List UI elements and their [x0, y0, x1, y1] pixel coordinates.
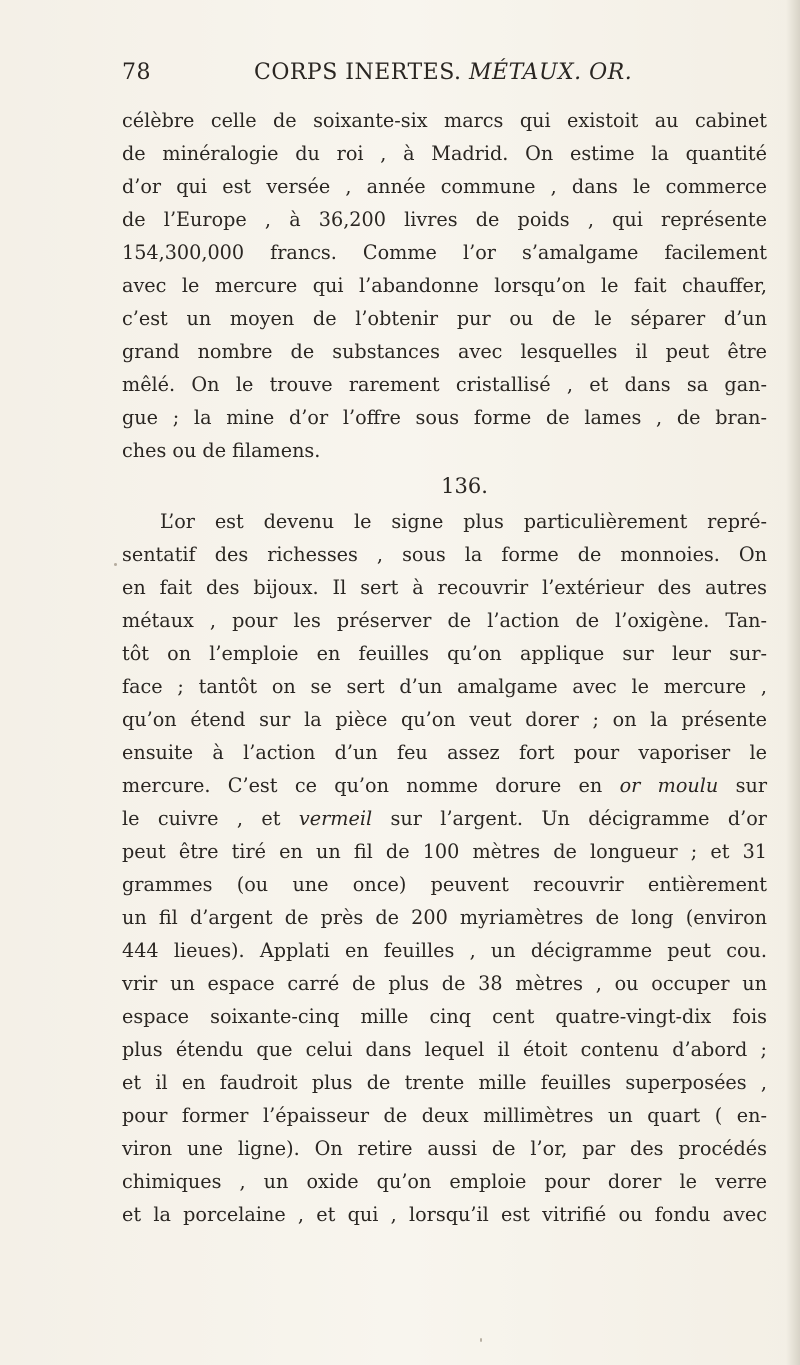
text-line: sentatif des richesses , sous la forme de monnoies. On: [122, 543, 767, 566]
text-line: chimiques , un oxide qu’on emploie pour dorer le verre: [122, 1170, 767, 1193]
text-line: 444 lieues). Applati en feuilles , un décigramme peut cou.: [122, 939, 767, 962]
text-line: et il en faudroit plus de trente mille feuilles superposées ,: [122, 1071, 767, 1094]
text-line: de l’Europe , à 36,200 livres de poids , qui représente: [122, 208, 767, 231]
text-line: célèbre celle de soixante-six marcs qui existoit au cabinet: [122, 109, 767, 132]
text-line: grammes (ou une once) peuvent recouvrir entièrement: [122, 873, 767, 896]
text-line: espace soixante-cinq mille cinq cent quatre-vingt-dix fois: [122, 1005, 767, 1028]
text-line: gue ; la mine d’or l’offre sous forme de lames , de bran-: [122, 406, 767, 429]
text-line: pour former l’épaisseur de deux millimètres un quart ( en-: [122, 1104, 767, 1127]
text-line: vrir un espace carré de plus de 38 mètres , ou occuper un: [122, 972, 767, 995]
text-fragment: sur: [718, 774, 767, 797]
text-line: mêlé. On le trouve rarement cristallisé , et dans sa gan-: [122, 373, 767, 396]
text-line: [122, 802, 767, 835]
text-line: c’est un moyen de l’obtenir pur ou de le séparer d’un: [122, 307, 767, 330]
text-line: métaux , pour les préserver de l’action de l’oxigène. Tan-: [122, 609, 767, 632]
text-fragment: mercure. C’est ce qu’on nomme dorure en: [122, 774, 620, 797]
page-number: 78: [122, 60, 151, 85]
text-line: L’or est devenu le signe plus particulièrement repré-: [160, 510, 767, 533]
running-head-main: CORPS INERTES.: [254, 60, 462, 85]
text-line: 154,300,000 francs. Comme l’or s’amalgame facilement: [122, 241, 767, 264]
page-header: [122, 58, 692, 98]
text-line: face ; tantôt on se sert d’un amalgame avec le mercure ,: [122, 675, 767, 698]
text-fragment: sur l’argent. Un décigramme d’or: [372, 807, 767, 830]
text-line: ensuite à l’action d’un feu assez fort pour vaporiser le: [122, 741, 767, 764]
text-line: viron une ligne). On retire aussi de l’or, par des procédés: [122, 1137, 767, 1160]
text-line: ches ou de filamens.: [122, 439, 321, 462]
text-line: grand nombre de substances avec lesquelles il peut être: [122, 340, 767, 363]
text-line: qu’on étend sur la pièce qu’on veut dorer ; on la présente: [122, 708, 767, 731]
italic-term: vermeil: [298, 807, 373, 830]
text-line: avec le mercure qui l’abandonne lorsqu’on le fait chauffer,: [122, 274, 767, 297]
text-line: plus étendu que celui dans lequel il étoit contenu d’abord ;: [122, 1038, 767, 1061]
text-line: tôt on l’emploie en feuilles qu’on applique sur leur sur-: [122, 642, 767, 665]
text-line: [122, 769, 767, 802]
page-edge-shadow: [786, 0, 800, 1365]
text-line: d’or qui est versée , année commune , dans le commerce: [122, 175, 767, 198]
text-line: un fil d’argent de près de 200 myriamètres de long (environ: [122, 906, 767, 929]
paper-speck: [114, 563, 117, 566]
running-head: [254, 60, 632, 85]
text-line: en fait des bijoux. Il sert à recouvrir l’extérieur des autres: [122, 576, 767, 599]
section-number: 136.: [441, 474, 488, 498]
italic-term: or moulu: [619, 774, 719, 797]
text-line: peut être tiré en un fil de 100 mètres de longueur ; et 31: [122, 840, 767, 863]
running-head-italic: MÉTAUX. OR.: [469, 60, 633, 85]
text-line: et la porcelaine , et qui , lorsqu’il est vitrifié ou fondu avec: [122, 1203, 767, 1226]
paper-speck: [480, 1338, 482, 1342]
body-text: [122, 104, 767, 1231]
text-line: de minéralogie du roi , à Madrid. On estime la quantité: [122, 142, 767, 165]
text-fragment: le cuivre , et: [122, 807, 299, 830]
